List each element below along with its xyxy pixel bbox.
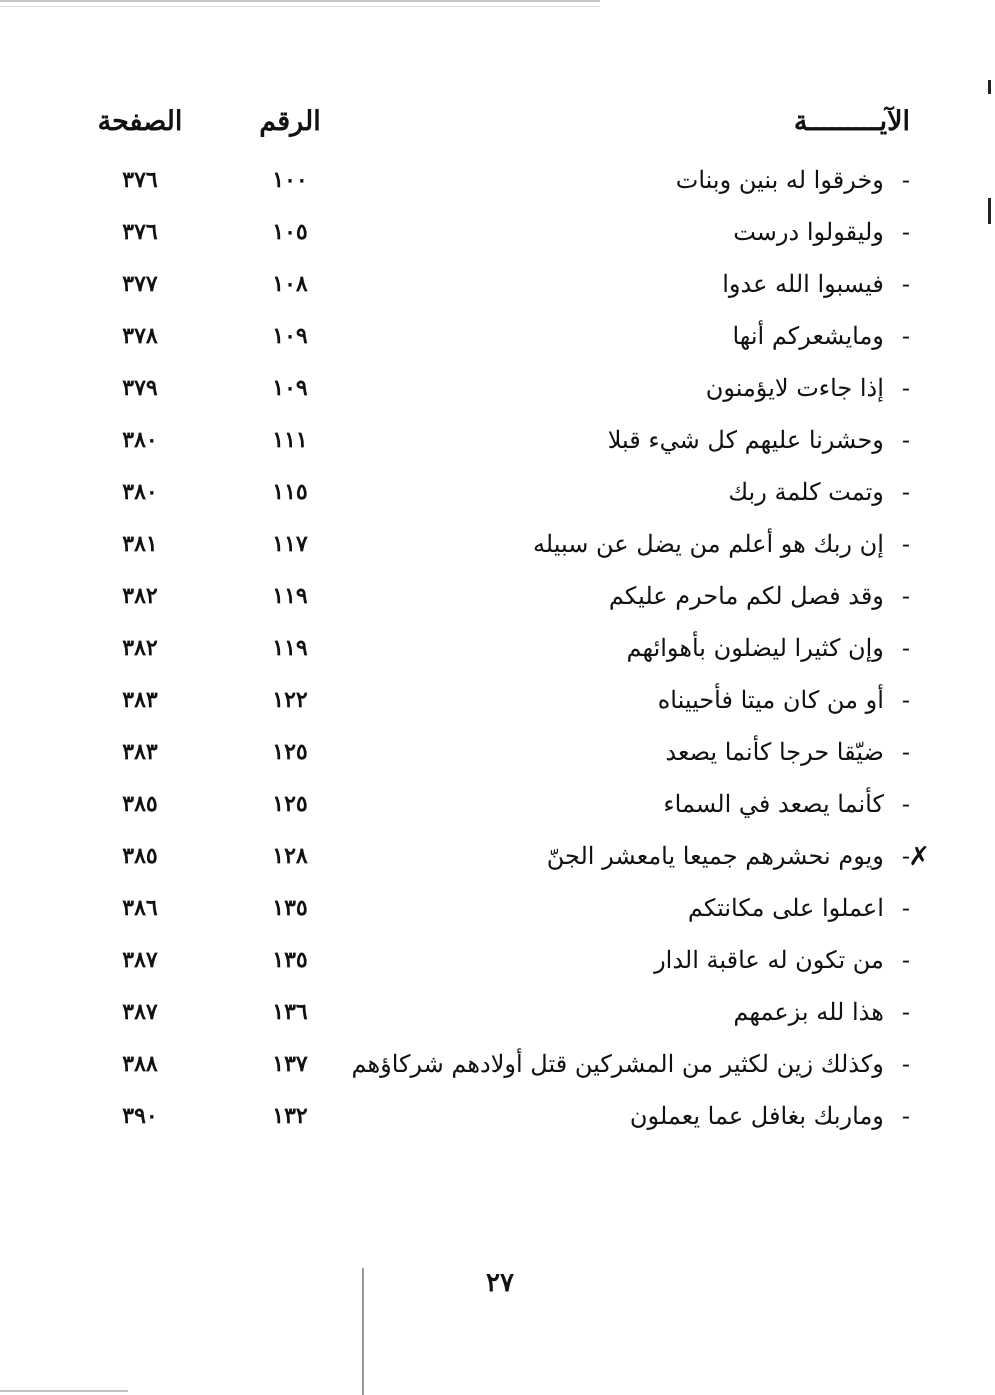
table-row — [60, 160, 920, 212]
table-row — [60, 888, 920, 940]
verse-number: ١٣٦ — [272, 999, 308, 1025]
page-ref: ٣٨٧ — [122, 947, 158, 973]
page-ref: ٣٨٧ — [122, 999, 158, 1025]
dash: - — [901, 218, 910, 246]
dash: - — [901, 946, 910, 974]
annotation-mark-icon: ✗ — [908, 842, 930, 872]
verse-number: ١١٩ — [272, 583, 308, 609]
verse-label: وحشرنا عليهم كل شيء قبلا — [607, 426, 884, 454]
dash: - — [901, 894, 910, 922]
page-ref: ٣٧٨ — [122, 323, 158, 349]
verse-text — [733, 212, 910, 252]
table-row — [60, 940, 920, 992]
verse-text — [733, 992, 910, 1032]
verse-number: ١١١ — [272, 427, 308, 453]
dash: - — [901, 426, 910, 454]
verse-number: ١٣٧ — [272, 1051, 308, 1077]
table-row — [60, 1044, 920, 1096]
page-ref: ٣٩٠ — [122, 1103, 158, 1129]
page-ref: ٣٧٦ — [122, 219, 158, 245]
table-row — [60, 316, 920, 368]
verse-label: اعملوا على مكانتكم — [687, 894, 884, 922]
dash: - — [901, 478, 910, 506]
verse-number: ١٢٨ — [272, 843, 308, 869]
verse-number: ١٠٠ — [272, 167, 308, 193]
verse-label: وماربك بغافل عما يعملون — [629, 1102, 884, 1130]
edge-mark — [988, 198, 991, 224]
page-ref: ٣٨٢ — [122, 635, 158, 661]
verse-text — [608, 420, 910, 460]
table-row — [60, 524, 920, 576]
page-ref: ٣٨٣ — [122, 739, 158, 765]
verse-label: وقد فصل لكم ماحرم عليكم — [608, 582, 884, 610]
table-row — [60, 732, 920, 784]
verse-number: ١٢٢ — [272, 687, 308, 713]
verse-number: ١١٩ — [272, 635, 308, 661]
page-ref: ٣٨٥ — [122, 791, 158, 817]
verse-text — [627, 628, 910, 668]
dash: - — [901, 998, 910, 1026]
verse-number: ١٣٥ — [272, 895, 308, 921]
page-ref: ٣٨٠ — [122, 427, 158, 453]
verse-text — [609, 576, 910, 616]
edge-mark — [988, 80, 991, 94]
table-row — [60, 576, 920, 628]
verse-label: هذا لله بزعمهم — [733, 998, 884, 1026]
verse-text — [732, 316, 910, 356]
table-row — [60, 212, 920, 264]
verse-label: إذا جاءت لايؤمنون — [705, 374, 884, 402]
verse-text — [706, 368, 910, 408]
verse-label: أو من كان ميتا فأحييناه — [657, 686, 884, 714]
verse-number: ١٠٩ — [272, 323, 308, 349]
verse-text — [676, 160, 910, 200]
verse-label: وكذلك زين لكثير من المشركين قتل أولادهم شركاؤهم — [351, 1050, 884, 1078]
dash: - — [901, 686, 910, 714]
verse-number: ١١٧ — [272, 531, 308, 557]
page-number: ٢٧ — [486, 1268, 514, 1298]
dash: - — [901, 1102, 910, 1130]
page-ref: ٣٧٧ — [122, 271, 158, 297]
verse-label: وليقولوا درست — [733, 218, 884, 246]
verse-index-table — [60, 100, 930, 1148]
top-rule-secondary — [0, 6, 600, 7]
table-row — [60, 628, 920, 680]
verse-text — [658, 680, 910, 720]
table-row — [60, 472, 920, 524]
table-row — [60, 420, 920, 472]
verse-label: وإن كثيرا ليضلون بأهوائهم — [626, 634, 884, 662]
table-row — [60, 992, 920, 1044]
verse-number: ١٠٥ — [272, 219, 308, 245]
dash: - — [901, 322, 910, 350]
verse-label: ومايشعركم أنها — [732, 322, 884, 350]
verse-text — [351, 1044, 910, 1084]
verse-text — [722, 264, 910, 304]
verse-text — [547, 836, 910, 876]
verse-text — [663, 784, 910, 824]
header-number: الرقم — [259, 106, 321, 137]
verse-label: ويوم نحشرهم جميعا يامعشر الجنّ — [546, 842, 884, 870]
page-ref: ٣٨١ — [122, 531, 158, 557]
table-row — [60, 1096, 920, 1148]
page-ref: ٣٨٣ — [122, 687, 158, 713]
verse-label: ضيّقا حرجا كأنما يصعد — [665, 738, 884, 766]
page-ref: ٣٧٦ — [122, 167, 158, 193]
verse-label: إن ربك هو أعلم من يضل عن سبيله — [532, 530, 884, 558]
verse-number: ١٣٥ — [272, 947, 308, 973]
dash: - — [901, 270, 910, 298]
bottom-rule — [0, 1390, 128, 1392]
verse-text — [533, 524, 910, 564]
verse-number: ١٠٩ — [272, 375, 308, 401]
table-row — [60, 368, 920, 420]
dash: - — [901, 582, 910, 610]
verse-number: ١١٥ — [272, 479, 308, 505]
verse-number: ١٣٢ — [272, 1103, 308, 1129]
page-ref: ٣٨٥ — [122, 843, 158, 869]
verse-text — [665, 732, 910, 772]
verse-label: من تكون له عاقبة الدار — [654, 946, 884, 974]
dash: - — [901, 530, 910, 558]
verse-number: ١٢٥ — [272, 739, 308, 765]
binding-line — [362, 1268, 364, 1395]
verse-label: وتمت كلمة ربك — [728, 478, 884, 506]
verse-number: ١٠٨ — [272, 271, 308, 297]
verse-text — [688, 888, 910, 928]
table-header-row — [60, 100, 920, 160]
table-row — [60, 680, 920, 732]
dash: - — [901, 842, 910, 870]
verse-label: فيسبوا الله عدوا — [722, 270, 884, 298]
dash: - — [901, 1050, 910, 1078]
dash: - — [901, 738, 910, 766]
page-ref: ٣٨٨ — [122, 1051, 158, 1077]
table-row — [60, 836, 930, 888]
verse-text — [728, 472, 910, 512]
page-ref: ٣٧٩ — [122, 375, 158, 401]
dash: - — [901, 790, 910, 818]
dash: - — [901, 166, 910, 194]
verse-number: ١٢٥ — [272, 791, 308, 817]
dash: - — [901, 634, 910, 662]
dash: - — [901, 374, 910, 402]
verse-label: وخرقوا له بنين وبنات — [675, 166, 884, 194]
page-ref: ٣٨٦ — [122, 895, 158, 921]
page-ref: ٣٨٢ — [122, 583, 158, 609]
top-rule — [0, 0, 600, 2]
header-page: الصفحة — [97, 106, 183, 137]
verse-label: كأنما يصعد في السماء — [663, 790, 884, 818]
page-ref: ٣٨٠ — [122, 479, 158, 505]
header-verse: الآيـــــــــة — [793, 106, 910, 137]
table-row — [60, 264, 920, 316]
verse-text — [630, 1096, 910, 1136]
table-row — [60, 784, 920, 836]
verse-text — [654, 940, 910, 980]
